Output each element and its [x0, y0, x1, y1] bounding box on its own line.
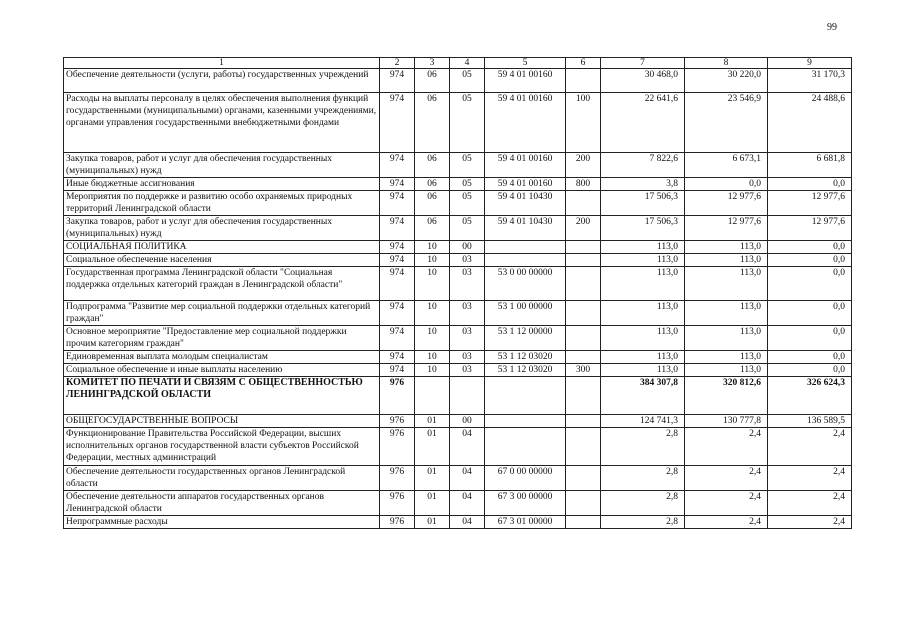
row-section-cell: 06 — [415, 216, 450, 241]
row-expense-type-cell: 200 — [566, 153, 601, 178]
row-subsection-cell: 00 — [450, 241, 485, 254]
row-expense-type-cell — [566, 254, 601, 267]
row-amount-year3-cell: 326 624,3 — [768, 377, 852, 415]
row-section-cell: 06 — [415, 93, 450, 153]
row-amount-year3-cell: 0,0 — [768, 254, 852, 267]
row-code-cell: 976 — [380, 415, 415, 428]
row-subsection-cell: 05 — [450, 216, 485, 241]
header-cell: 5 — [485, 58, 566, 69]
header-cell: 1 — [64, 58, 380, 69]
row-amount-year3-cell: 0,0 — [768, 241, 852, 254]
row-amount-year2-cell: 113,0 — [685, 364, 768, 377]
row-section-cell: 10 — [415, 267, 450, 301]
row-section-cell — [415, 377, 450, 415]
row-target-cell — [485, 254, 566, 267]
row-amount-year3-cell: 0,0 — [768, 267, 852, 301]
row-section-cell: 10 — [415, 241, 450, 254]
row-name-cell: Мероприятия по поддержке и развитию особо охраняемых природных территорий Ленинградской области — [64, 191, 380, 216]
row-section-cell: 10 — [415, 364, 450, 377]
row-expense-type-cell — [566, 191, 601, 216]
row-code-cell: 974 — [380, 267, 415, 301]
row-target-cell — [485, 415, 566, 428]
row-section-cell: 01 — [415, 491, 450, 516]
row-amount-year1-cell: 113,0 — [601, 326, 685, 351]
row-amount-year3-cell: 2,4 — [768, 428, 852, 466]
row-target-cell: 53 1 12 00000 — [485, 326, 566, 351]
row-amount-year3-cell: 2,4 — [768, 516, 852, 529]
table-row — [64, 466, 852, 491]
row-amount-year2-cell: 2,4 — [685, 491, 768, 516]
row-subsection-cell: 04 — [450, 466, 485, 491]
row-subsection-cell: 03 — [450, 267, 485, 301]
row-name-cell: Подпрограмма "Развитие мер социальной поддержки отдельных категорий граждан" — [64, 301, 380, 326]
table-row — [64, 254, 852, 267]
row-amount-year3-cell: 12 977,6 — [768, 191, 852, 216]
row-name-cell: Государственная программа Ленинградской области "Социальная поддержка отдельных категорий граждан в Ленинградской области" — [64, 267, 380, 301]
row-code-cell: 974 — [380, 351, 415, 364]
row-code-cell: 976 — [380, 428, 415, 466]
table-row — [64, 491, 852, 516]
header-cell: 9 — [768, 58, 852, 69]
table-row — [64, 153, 852, 178]
row-section-cell: 10 — [415, 301, 450, 326]
row-code-cell: 974 — [380, 216, 415, 241]
row-target-cell: 53 1 00 00000 — [485, 301, 566, 326]
row-name-cell: Основное мероприятие "Предоставление мер социальной поддержки прочим категориям граждан" — [64, 326, 380, 351]
row-code-cell: 974 — [380, 254, 415, 267]
row-target-cell: 53 1 12 03020 — [485, 364, 566, 377]
row-name-cell: Единовременная выплата молодым специалистам — [64, 351, 380, 364]
row-subsection-cell — [450, 377, 485, 415]
row-amount-year1-cell: 113,0 — [601, 241, 685, 254]
row-target-cell: 59 4 01 00160 — [485, 178, 566, 191]
row-code-cell: 976 — [380, 491, 415, 516]
row-target-cell: 59 4 01 00160 — [485, 69, 566, 93]
row-subsection-cell: 05 — [450, 93, 485, 153]
table-row — [64, 191, 852, 216]
row-subsection-cell: 04 — [450, 516, 485, 529]
row-expense-type-cell: 800 — [566, 178, 601, 191]
row-amount-year1-cell: 30 468,0 — [601, 69, 685, 93]
row-amount-year2-cell: 0,0 — [685, 178, 768, 191]
row-amount-year1-cell: 2,8 — [601, 428, 685, 466]
row-expense-type-cell — [566, 516, 601, 529]
row-amount-year2-cell: 130 777,8 — [685, 415, 768, 428]
table-row — [64, 301, 852, 326]
row-expense-type-cell — [566, 241, 601, 254]
row-expense-type-cell — [566, 301, 601, 326]
row-section-cell: 10 — [415, 254, 450, 267]
row-amount-year3-cell: 0,0 — [768, 326, 852, 351]
row-name-cell: Непрограммные расходы — [64, 516, 380, 529]
row-code-cell: 976 — [380, 466, 415, 491]
header-cell: 7 — [601, 58, 685, 69]
row-target-cell: 53 1 12 03020 — [485, 351, 566, 364]
row-amount-year3-cell: 2,4 — [768, 466, 852, 491]
row-amount-year3-cell: 24 488,6 — [768, 93, 852, 153]
row-section-cell: 10 — [415, 351, 450, 364]
header-cell: 2 — [380, 58, 415, 69]
table-row — [64, 69, 852, 93]
row-subsection-cell: 04 — [450, 491, 485, 516]
row-amount-year3-cell: 0,0 — [768, 178, 852, 191]
row-code-cell: 974 — [380, 301, 415, 326]
row-subsection-cell: 03 — [450, 326, 485, 351]
row-section-cell: 06 — [415, 69, 450, 93]
row-target-cell — [485, 377, 566, 415]
row-amount-year3-cell: 31 170,3 — [768, 69, 852, 93]
row-code-cell: 974 — [380, 191, 415, 216]
row-target-cell: 59 4 01 00160 — [485, 93, 566, 153]
row-amount-year3-cell: 0,0 — [768, 351, 852, 364]
table-row — [64, 216, 852, 241]
row-amount-year1-cell: 7 822,6 — [601, 153, 685, 178]
row-target-cell: 59 4 01 10430 — [485, 216, 566, 241]
row-code-cell: 974 — [380, 326, 415, 351]
row-amount-year2-cell: 6 673,1 — [685, 153, 768, 178]
row-expense-type-cell — [566, 415, 601, 428]
row-amount-year2-cell: 2,4 — [685, 516, 768, 529]
table-header-row — [64, 58, 852, 69]
row-subsection-cell: 03 — [450, 301, 485, 326]
row-code-cell: 974 — [380, 241, 415, 254]
row-amount-year2-cell: 113,0 — [685, 326, 768, 351]
row-code-cell: 974 — [380, 69, 415, 93]
row-name-cell: ОБЩЕГОСУДАРСТВЕННЫЕ ВОПРОСЫ — [64, 415, 380, 428]
row-subsection-cell: 03 — [450, 364, 485, 377]
row-amount-year1-cell: 384 307,8 — [601, 377, 685, 415]
row-amount-year1-cell: 22 641,6 — [601, 93, 685, 153]
row-code-cell: 974 — [380, 178, 415, 191]
row-amount-year2-cell: 113,0 — [685, 241, 768, 254]
row-name-cell: Закупка товаров, работ и услуг для обеспечения государственных (муниципальных) нужд — [64, 153, 380, 178]
row-target-cell: 59 4 01 10430 — [485, 191, 566, 216]
row-amount-year2-cell: 23 546,9 — [685, 93, 768, 153]
row-expense-type-cell — [566, 69, 601, 93]
row-amount-year2-cell: 113,0 — [685, 254, 768, 267]
row-subsection-cell: 04 — [450, 428, 485, 466]
row-target-cell: 59 4 01 00160 — [485, 153, 566, 178]
row-subsection-cell: 03 — [450, 254, 485, 267]
table-body — [64, 58, 852, 529]
row-name-cell: Обеспечение деятельности (услуги, работы) государственных учреждений — [64, 69, 380, 93]
row-amount-year1-cell: 2,8 — [601, 516, 685, 529]
row-expense-type-cell: 300 — [566, 364, 601, 377]
row-expense-type-cell — [566, 428, 601, 466]
table-row — [64, 415, 852, 428]
row-amount-year2-cell: 2,4 — [685, 428, 768, 466]
row-name-cell: Обеспечение деятельности аппаратов государственных органов Ленинградской области — [64, 491, 380, 516]
row-amount-year1-cell: 113,0 — [601, 254, 685, 267]
row-amount-year1-cell: 113,0 — [601, 267, 685, 301]
row-amount-year1-cell: 124 741,3 — [601, 415, 685, 428]
row-name-cell: КОМИТЕТ ПО ПЕЧАТИ И СВЯЗЯМ С ОБЩЕСТВЕННОСТЬЮ ЛЕНИНГРАДСКОЙ ОБЛАСТИ — [64, 377, 380, 415]
row-expense-type-cell — [566, 466, 601, 491]
row-amount-year1-cell: 3,8 — [601, 178, 685, 191]
row-code-cell: 974 — [380, 153, 415, 178]
row-subsection-cell: 05 — [450, 191, 485, 216]
header-cell: 3 — [415, 58, 450, 69]
row-amount-year1-cell: 17 506,3 — [601, 191, 685, 216]
row-amount-year2-cell: 12 977,6 — [685, 191, 768, 216]
row-amount-year2-cell: 113,0 — [685, 351, 768, 364]
row-code-cell: 974 — [380, 364, 415, 377]
row-amount-year2-cell: 2,4 — [685, 466, 768, 491]
row-expense-type-cell: 200 — [566, 216, 601, 241]
row-amount-year2-cell: 12 977,6 — [685, 216, 768, 241]
row-section-cell: 06 — [415, 153, 450, 178]
row-name-cell: Иные бюджетные ассигнования — [64, 178, 380, 191]
row-amount-year3-cell: 2,4 — [768, 491, 852, 516]
row-section-cell: 10 — [415, 326, 450, 351]
page-number: 99 — [827, 22, 837, 33]
row-target-cell: 67 0 00 00000 — [485, 466, 566, 491]
row-amount-year3-cell: 6 681,8 — [768, 153, 852, 178]
row-expense-type-cell — [566, 491, 601, 516]
row-section-cell: 01 — [415, 466, 450, 491]
row-expense-type-cell — [566, 326, 601, 351]
row-amount-year3-cell: 0,0 — [768, 364, 852, 377]
row-section-cell: 01 — [415, 428, 450, 466]
row-amount-year1-cell: 17 506,3 — [601, 216, 685, 241]
header-cell: 6 — [566, 58, 601, 69]
row-amount-year2-cell: 30 220,0 — [685, 69, 768, 93]
row-name-cell: Функционирование Правительства Российской Федерации, высших исполнительных органов государственной власти субъектов Российской Федерации, местных администраций — [64, 428, 380, 466]
row-expense-type-cell: 100 — [566, 93, 601, 153]
row-amount-year2-cell: 113,0 — [685, 301, 768, 326]
row-section-cell: 06 — [415, 178, 450, 191]
header-cell: 4 — [450, 58, 485, 69]
row-amount-year2-cell: 320 812,6 — [685, 377, 768, 415]
row-amount-year3-cell: 136 589,5 — [768, 415, 852, 428]
row-amount-year1-cell: 2,8 — [601, 491, 685, 516]
row-target-cell: 67 3 00 00000 — [485, 491, 566, 516]
row-subsection-cell: 03 — [450, 351, 485, 364]
row-name-cell: СОЦИАЛЬНАЯ ПОЛИТИКА — [64, 241, 380, 254]
row-amount-year2-cell: 113,0 — [685, 267, 768, 301]
row-expense-type-cell — [566, 377, 601, 415]
row-name-cell: Социальное обеспечение населения — [64, 254, 380, 267]
row-subsection-cell: 05 — [450, 178, 485, 191]
row-name-cell: Социальное обеспечение и иные выплаты населению — [64, 364, 380, 377]
row-name-cell: Расходы на выплаты персоналу в целях обеспечения выполнения функций государственными (муниципальными) органами, казенными учреждениями, органами управления государственными внебюджетными фондами — [64, 93, 380, 153]
row-amount-year3-cell: 12 977,6 — [768, 216, 852, 241]
row-amount-year1-cell: 113,0 — [601, 351, 685, 364]
row-code-cell: 976 — [380, 377, 415, 415]
table-row — [64, 351, 852, 364]
row-subsection-cell: 05 — [450, 69, 485, 93]
row-target-cell — [485, 241, 566, 254]
row-expense-type-cell — [566, 351, 601, 364]
row-section-cell: 01 — [415, 516, 450, 529]
table-row — [64, 241, 852, 254]
table-row — [64, 364, 852, 377]
row-section-cell: 06 — [415, 191, 450, 216]
table-row — [64, 93, 852, 153]
row-section-cell: 01 — [415, 415, 450, 428]
row-target-cell: 67 3 01 00000 — [485, 516, 566, 529]
row-amount-year1-cell: 113,0 — [601, 364, 685, 377]
row-code-cell: 976 — [380, 516, 415, 529]
row-amount-year1-cell: 113,0 — [601, 301, 685, 326]
row-subsection-cell: 05 — [450, 153, 485, 178]
header-cell: 8 — [685, 58, 768, 69]
row-expense-type-cell — [566, 267, 601, 301]
row-name-cell: Обеспечение деятельности государственных органов Ленинградской области — [64, 466, 380, 491]
row-subsection-cell: 00 — [450, 415, 485, 428]
table-row — [64, 377, 852, 415]
row-code-cell: 974 — [380, 93, 415, 153]
table-row — [64, 326, 852, 351]
budget-table — [63, 57, 852, 529]
table-row — [64, 178, 852, 191]
row-amount-year1-cell: 2,8 — [601, 466, 685, 491]
table-row — [64, 267, 852, 301]
row-target-cell: 53 0 00 00000 — [485, 267, 566, 301]
row-target-cell — [485, 428, 566, 466]
table-row — [64, 516, 852, 529]
table-row — [64, 428, 852, 466]
row-amount-year3-cell: 0,0 — [768, 301, 852, 326]
row-name-cell: Закупка товаров, работ и услуг для обеспечения государственных (муниципальных) нужд — [64, 216, 380, 241]
